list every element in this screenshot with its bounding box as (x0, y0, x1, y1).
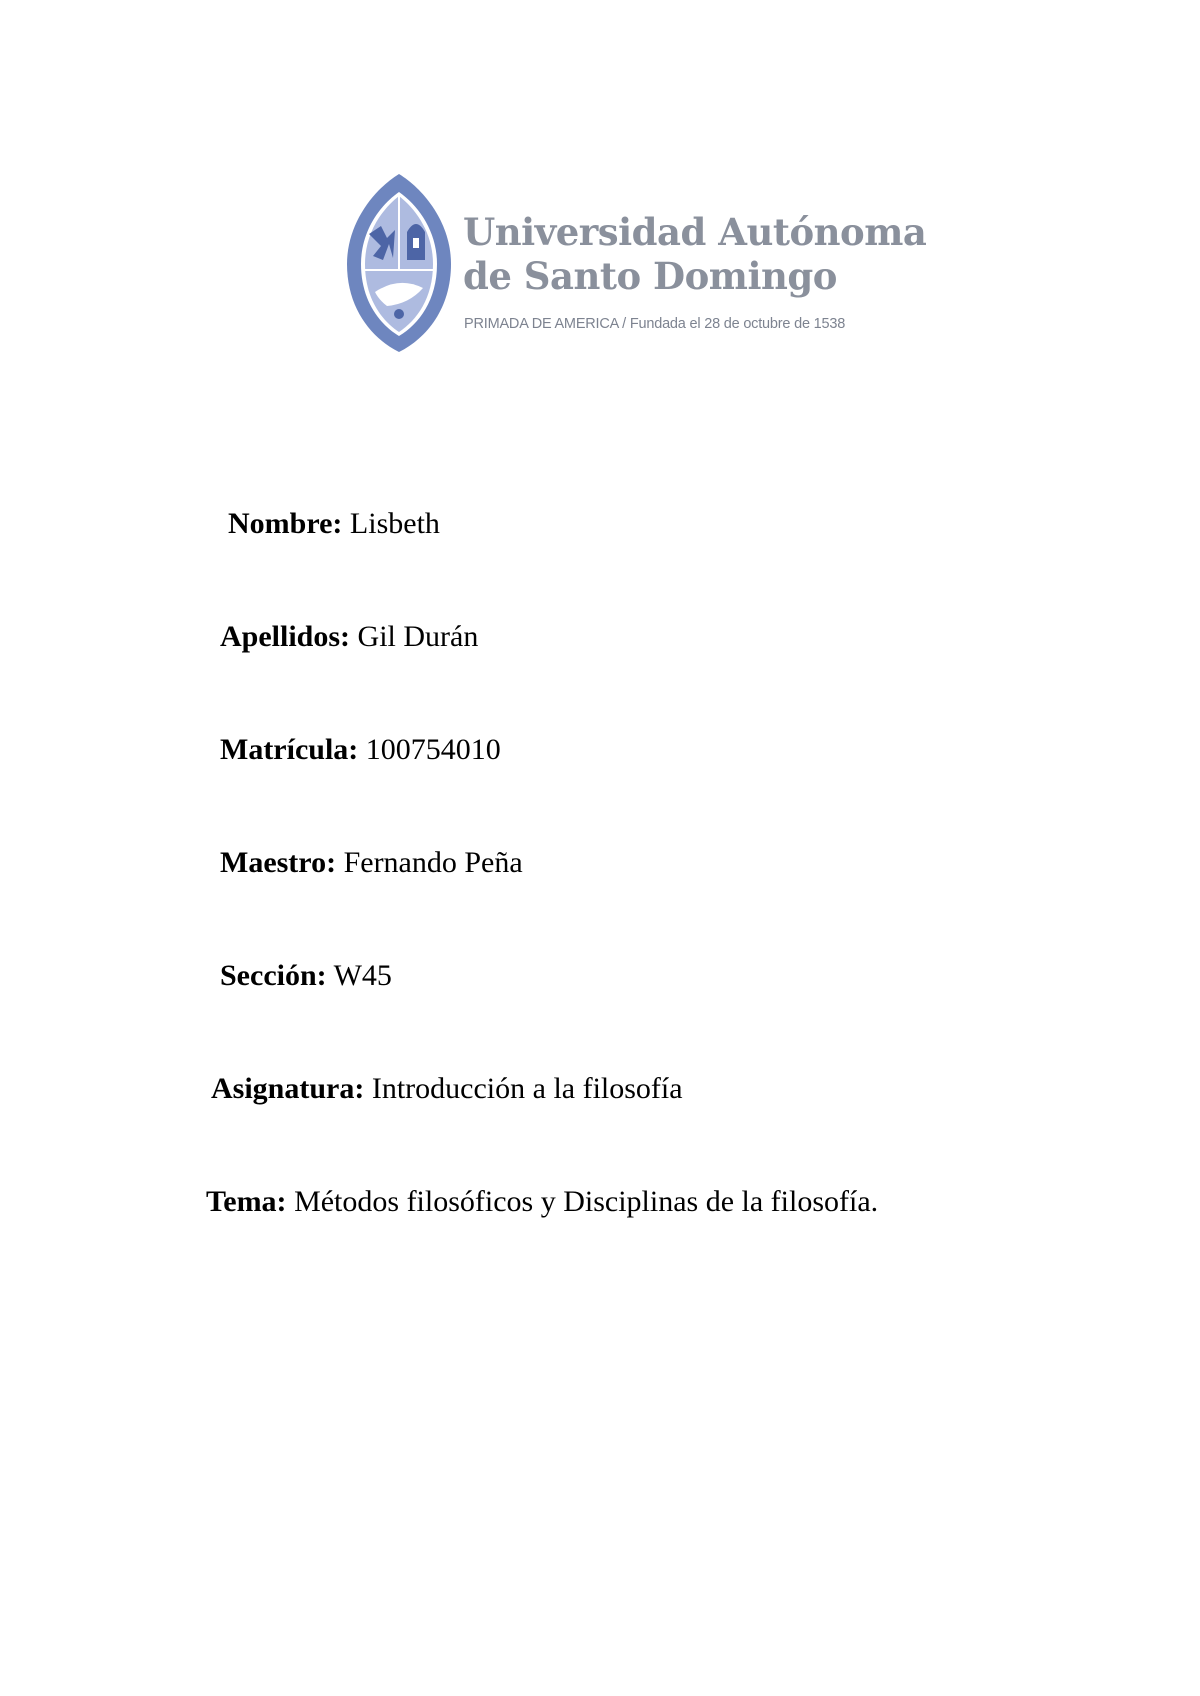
university-name (463, 210, 926, 298)
field-tema-value: Métodos filosóficos y Disciplinas de la filosofía. (294, 1185, 879, 1218)
field-tema (206, 1184, 878, 1220)
field-asignatura-value: Introducción a la filosofía (371, 1072, 683, 1105)
field-maestro-value: Fernando Peña (343, 846, 523, 879)
field-matricula (220, 732, 501, 768)
field-matricula-label: Matrícula: (220, 733, 359, 766)
university-seal-icon (343, 172, 455, 354)
field-asignatura (211, 1071, 683, 1107)
university-name-line-1: Universidad Autónoma (463, 210, 927, 254)
field-apellidos-label: Apellidos: (220, 620, 351, 653)
field-tema-label: Tema: (206, 1185, 287, 1218)
university-tagline: PRIMADA DE AMERICA / Fundada el 28 de octubre de 1538 (464, 316, 846, 332)
field-maestro-label: Maestro: (220, 846, 337, 879)
field-matricula-value: 100754010 (365, 733, 501, 766)
field-seccion (220, 958, 392, 994)
field-seccion-value: W45 (333, 959, 392, 992)
field-apellidos (220, 619, 478, 655)
field-maestro (220, 845, 523, 881)
field-nombre-value: Lisbeth (349, 507, 440, 540)
field-apellidos-value: Gil Durán (357, 620, 479, 653)
university-logo (343, 172, 927, 362)
field-nombre-label: Nombre: (228, 507, 343, 540)
field-seccion-label: Sección: (220, 959, 327, 992)
field-asignatura-label: Asignatura: (211, 1072, 365, 1105)
field-nombre (228, 506, 440, 542)
university-name-line-2: de Santo Domingo (463, 254, 837, 298)
